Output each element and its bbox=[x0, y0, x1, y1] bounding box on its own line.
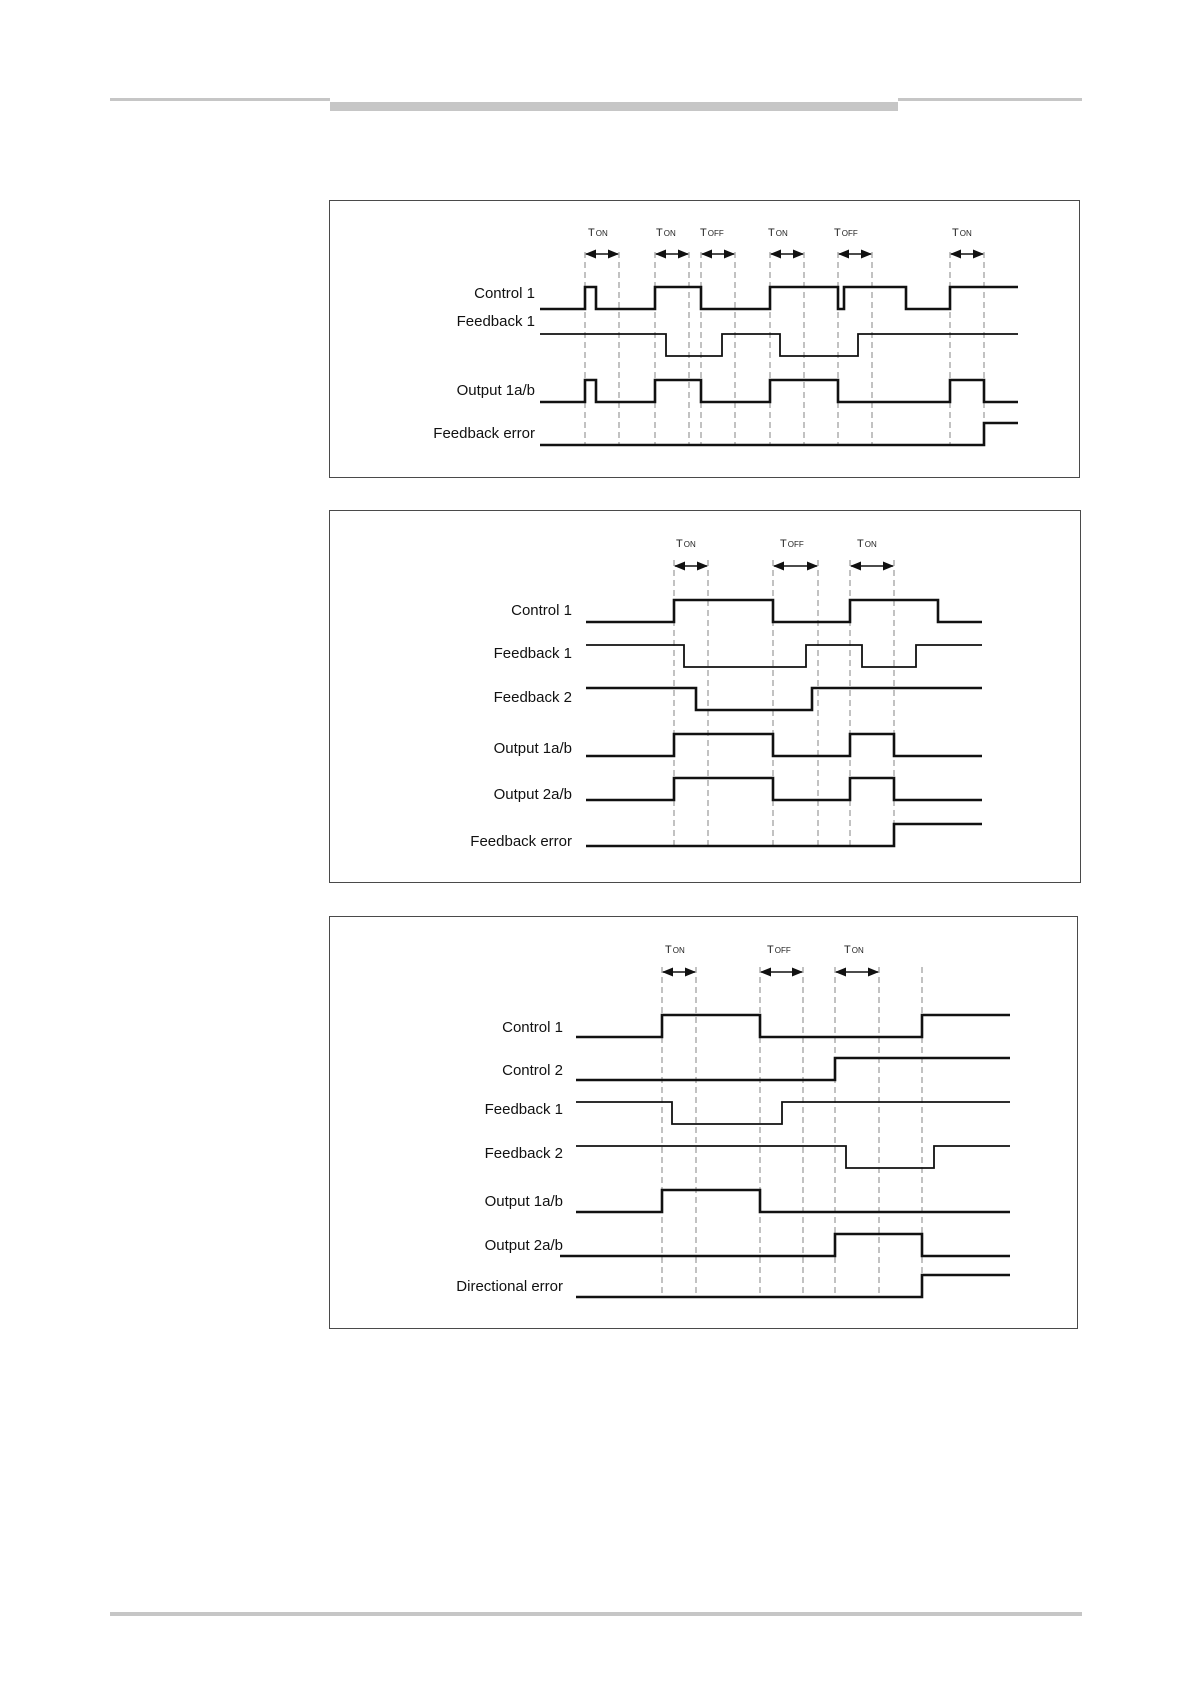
time-symbol: T bbox=[780, 538, 787, 550]
time-interval-label bbox=[767, 944, 791, 956]
time-interval-label bbox=[780, 538, 804, 550]
time-subscript: ON bbox=[851, 946, 864, 955]
time-interval-label bbox=[665, 944, 685, 956]
time-symbol: T bbox=[700, 227, 707, 239]
signal-label: Feedback 1 bbox=[456, 313, 535, 330]
time-subscript: ON bbox=[663, 229, 676, 238]
time-subscript: ON bbox=[959, 229, 972, 238]
time-subscript: ON bbox=[864, 540, 877, 549]
signal-label: Feedback 2 bbox=[484, 1145, 563, 1162]
signal-waveform bbox=[576, 1058, 1010, 1080]
time-interval-label bbox=[857, 538, 877, 550]
signal-label: Control 1 bbox=[474, 285, 535, 302]
time-symbol: T bbox=[665, 944, 672, 956]
signal-waveform bbox=[586, 688, 982, 710]
signal-label: Output 2a/b bbox=[493, 786, 572, 803]
time-subscript: OFF bbox=[841, 229, 858, 238]
signal-waveform bbox=[540, 380, 1018, 402]
time-subscript: ON bbox=[683, 540, 696, 549]
time-subscript: OFF bbox=[707, 229, 724, 238]
signal-waveform bbox=[576, 1146, 1010, 1168]
time-interval-label bbox=[834, 227, 858, 239]
signal-label: Feedback error bbox=[470, 833, 572, 850]
signal-waveform bbox=[576, 1102, 1010, 1124]
time-subscript: ON bbox=[595, 229, 608, 238]
signal-waveform bbox=[576, 1015, 1010, 1037]
time-interval-label bbox=[676, 538, 696, 550]
signal-waveform bbox=[560, 1234, 1010, 1256]
time-symbol: T bbox=[952, 227, 959, 239]
signal-label: Feedback 1 bbox=[484, 1101, 563, 1118]
time-symbol: T bbox=[656, 227, 663, 239]
signal-label: Feedback 1 bbox=[493, 645, 572, 662]
time-symbol: T bbox=[768, 227, 775, 239]
time-interval-label bbox=[768, 227, 788, 239]
signal-waveform bbox=[540, 423, 1018, 445]
signal-label: Output 2a/b bbox=[484, 1237, 563, 1254]
time-subscript: ON bbox=[672, 946, 685, 955]
signal-waveform bbox=[586, 824, 982, 846]
time-interval-label bbox=[656, 227, 676, 239]
signal-waveform bbox=[540, 287, 1018, 309]
signal-label: Output 1a/b bbox=[484, 1193, 563, 1210]
signal-waveform bbox=[576, 1190, 1010, 1212]
signal-label: Control 2 bbox=[502, 1062, 563, 1079]
signal-waveform bbox=[586, 645, 982, 667]
signal-waveform bbox=[540, 334, 1018, 356]
signal-waveform bbox=[586, 778, 982, 800]
signal-waveform bbox=[576, 1275, 1010, 1297]
diagram-2 bbox=[470, 538, 982, 850]
diagram-1 bbox=[433, 227, 1018, 445]
time-interval-label bbox=[700, 227, 724, 239]
time-symbol: T bbox=[767, 944, 774, 956]
signal-waveform bbox=[586, 600, 982, 622]
signal-label: Control 1 bbox=[502, 1019, 563, 1036]
signal-label: Output 1a/b bbox=[456, 382, 535, 399]
time-subscript: ON bbox=[775, 229, 788, 238]
time-subscript: OFF bbox=[787, 540, 804, 549]
time-interval-label bbox=[844, 944, 864, 956]
signal-waveform bbox=[586, 734, 982, 756]
signal-label: Output 1a/b bbox=[493, 740, 572, 757]
diagram-3 bbox=[456, 944, 1010, 1297]
time-symbol: T bbox=[588, 227, 595, 239]
time-symbol: T bbox=[844, 944, 851, 956]
time-interval-label bbox=[588, 227, 608, 239]
time-symbol: T bbox=[834, 227, 841, 239]
time-subscript: OFF bbox=[774, 946, 791, 955]
time-symbol: T bbox=[676, 538, 683, 550]
signal-label: Feedback 2 bbox=[493, 689, 572, 706]
signal-label: Directional error bbox=[456, 1278, 563, 1295]
signal-label: Feedback error bbox=[433, 425, 535, 442]
signal-label: Control 1 bbox=[511, 602, 572, 619]
time-symbol: T bbox=[857, 538, 864, 550]
time-interval-label bbox=[952, 227, 972, 239]
